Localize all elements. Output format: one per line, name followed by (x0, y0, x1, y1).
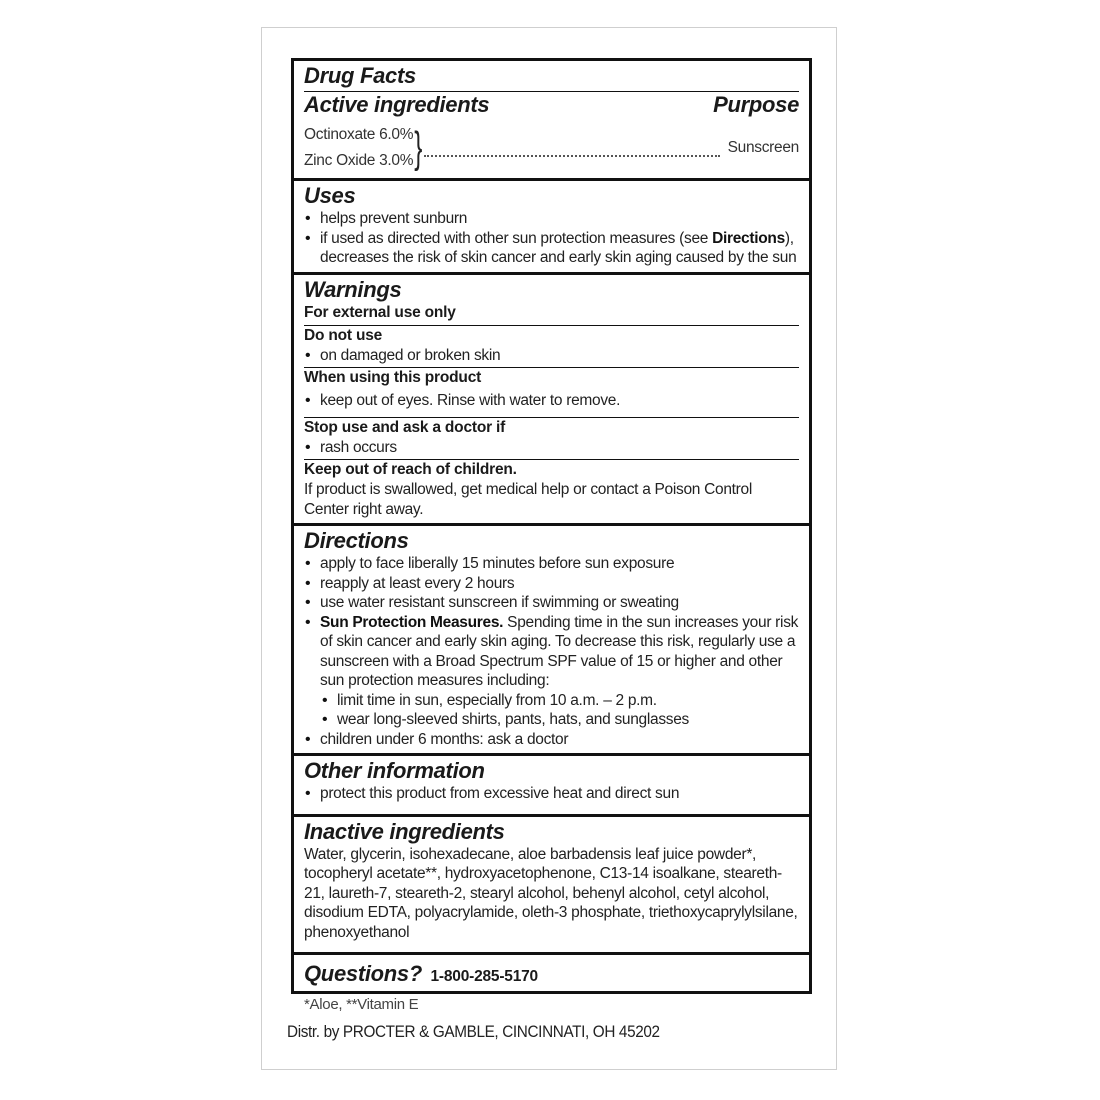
list-item: • protect this product from excessive heat and direct sun (304, 784, 799, 804)
other-information-section (294, 756, 809, 817)
footnote: *Aloe, **Vitamin E (304, 996, 419, 1013)
when-using-heading: When using this product (304, 369, 482, 386)
dot-leader (424, 154, 720, 157)
list-item: • reapply at least every 2 hours (304, 574, 799, 594)
brace-glyph: } (414, 123, 423, 172)
inactive-ingredients-section (294, 817, 809, 956)
active-ingredients-section (294, 61, 809, 181)
questions-heading: Questions? (304, 961, 423, 986)
list-item: • use water resistant sunscreen if swimming or sweating (304, 593, 799, 613)
uses-section (294, 181, 809, 275)
ingredient-item: Zinc Oxide 3.0% (304, 152, 414, 169)
active-ingredients-heading: Active ingredients (304, 92, 490, 117)
list-item: • keep out of eyes. Rinse with water to remove. (304, 391, 799, 411)
list-item: • helps prevent sunburn (304, 209, 799, 229)
drug-facts-title: Drug Facts (304, 63, 416, 88)
inactive-ingredients-heading: Inactive ingredients (304, 818, 505, 844)
directions-section (294, 526, 809, 756)
uses-heading: Uses (304, 183, 356, 208)
keep-out-text: If product is swallowed, get medical help or contact a Poison Control Center right away. (304, 481, 752, 518)
list-item-text: if used as directed with other sun protection measures (see (320, 229, 713, 247)
purpose-heading: Purpose (713, 92, 799, 117)
external-use-heading: For external use only (304, 303, 456, 321)
other-information-heading: Other information (304, 758, 485, 783)
ingredient-row (304, 118, 799, 174)
list-item (304, 613, 799, 691)
distributor-line: Distr. by PROCTER & GAMBLE, CINCINNATI, OH 45202 (287, 1022, 660, 1041)
sub-list-item: • limit time in sun, especially from 10 a.m. – 2 p.m. (321, 691, 799, 711)
ingredient-list (304, 122, 413, 174)
list-item-text: Spending time in the sun increases your risk of skin cancer and early skin aging. To decrease this risk, regularly use a sunscreen with a Broad Spectrum SPF value of 15 or higher and other sun protection measures including: (320, 613, 799, 689)
list-item: • rash occurs (304, 438, 799, 458)
active-header-row (304, 91, 799, 118)
ingredient-item: Octinoxate 6.0% (304, 126, 414, 143)
sun-protection-heading: Sun Protection Measures. (320, 613, 504, 631)
warnings-section (294, 275, 809, 527)
warnings-heading: Warnings (304, 276, 402, 302)
directions-reference: Directions (712, 229, 785, 247)
directions-heading: Directions (304, 528, 409, 553)
purpose-value: Sunscreen (727, 139, 799, 156)
keep-out-heading: Keep out of reach of children. (304, 461, 517, 478)
drug-facts-panel (291, 58, 812, 994)
stop-use-heading: Stop use and ask a doctor if (304, 418, 506, 436)
phone-number: 1-800-285-5170 (430, 968, 538, 985)
list-item: • children under 6 months: ask a doctor (304, 730, 799, 750)
list-item-text: ), decreases the risk of skin cancer and early skin aging caused by the sun (320, 229, 797, 266)
list-item: • apply to face liberally 15 minutes before sun exposure (304, 554, 799, 574)
inactive-ingredients-text: Water, glycerin, isohexadecane, aloe barbadensis leaf juice powder*, tocopheryl acetate**, hydroxyacetophenone, C13-14 isoalkane, steareth-21, laureth-7, steareth-2, stearyl alcohol, behenyl alcohol, cetyl alcohol, disodium EDTA, polyacrylamide, oleth-3 phosphate, triethoxycaprylylsilane, phenoxyethanol (304, 845, 798, 941)
questions-section (294, 955, 809, 991)
do-not-use-heading: Do not use (304, 326, 383, 344)
list-item: • on damaged or broken skin (304, 346, 799, 366)
sub-list-item: • wear long-sleeved shirts, pants, hats, and sunglasses (321, 710, 799, 730)
list-item (304, 229, 799, 268)
label-card (261, 27, 837, 1070)
